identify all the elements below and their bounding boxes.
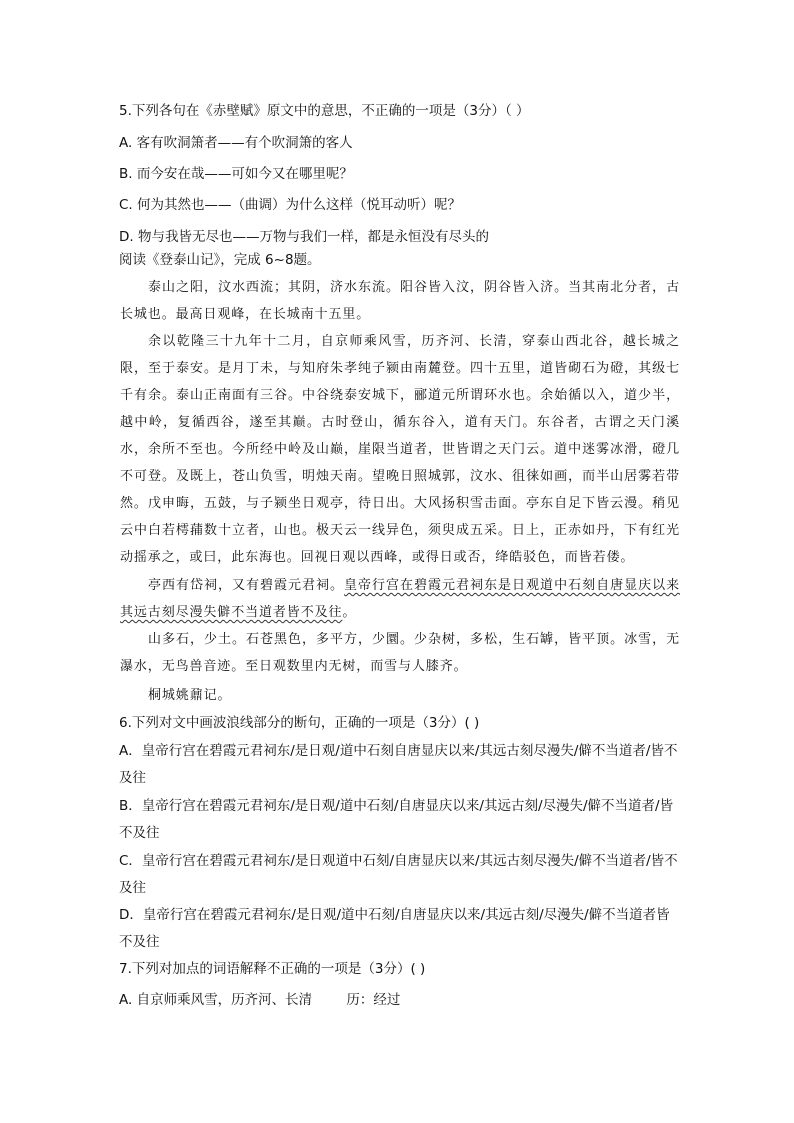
q5-option-b: B. 而今安在哉——可如今又在哪里呢？ (119, 166, 353, 182)
q6-option-b: B．皇帝行宫在碧霞元君祠东/是日观/道中石刻/自唐显庆以来/其远古刻/尽漫失/僻不当道者/皆不及往 (119, 798, 674, 841)
q6-option-a: A．皇帝行宫在碧霞元君祠东/是日观/道中石刻自唐显庆以来/其远古刻尽漫失/僻不当道者/皆不及往 (119, 743, 678, 786)
passage-paragraph-3: 戊申晦，五鼓，与子颍坐日观亭，待日出。大风扬积雪击面。亭东自足下皆云漫。稍见云中白若樗蒱数十立者，山也。极天云一线异色，须臾成五采。日上，正赤如丹，下有红光动摇承之，或曰，此东海也。回视日观以西峰，或得日或否，绛皓驳色，而皆若偻。 (120, 496, 680, 565)
passage-signature: 桐城姚鼐记。 (148, 688, 232, 703)
passage-paragraph-2: 余以乾隆三十九年十二月，自京师乘风雪，历齐河、长清，穿泰山西北谷，越长城之限，至于泰安。是月丁未，与知府朱孝纯子颍由南麓登。四十五里，道皆砌石为磴，其级七千有余。泰山正南面有三谷。中谷绕泰安城下，郦道元所谓环水也。余始循以入，道少半，越中岭，复循西谷，遂至其巅。古时登山，循东谷入，道有天门。东谷者，古谓之天门溪水，余所不至也。今所经中岭及山巅，崖限当道者，世皆谓之天门云。道中迷雾冰滑，磴几不可登。及既上，苍山负雪，明烛天南。望晚日照城郭，汶水、徂徕如画，而半山居雾若带然。 (120, 334, 680, 511)
q5-option-d: D. 物与我皆无尽也——万物与我们一样，都是永恒没有尽头的 (119, 229, 489, 245)
wavy-underlined-sentence: 皇帝行宫在碧霞元君祠东是日观道中石刻自唐显庆以来其远古刻尽漫失僻不当道者皆不及往 (120, 578, 680, 620)
q6-option-d: D．皇帝行宫在碧霞元君祠东/是日观/道中石刻/自唐显庆以来/其远古刻/尽漫失/僻不当道者皆不及往 (119, 907, 670, 950)
q5-option-c: C. 何为其然也——（曲调）为什么这样（悦耳动听）呢？ (119, 197, 462, 213)
passage-paragraph-5: 山多石，少土。石苍黑色，多平方，少圜。少杂树，多松，生石罅，皆平顶。冰雪，无瀑水，无鸟兽音迹。至日观数里内无树，而雪与人膝齐。 (120, 632, 680, 674)
q5-stem: 5.下列各句在《赤壁赋》原文中的意思，不正确的一项是（3分）（ ） (119, 103, 530, 119)
paragraph-4-lead: 亭西有岱祠，又有碧霞元君祠。 (148, 578, 345, 593)
q5-option-a: A. 客有吹洞箫者——有个吹洞箫的客人 (119, 135, 353, 151)
passage-paragraph-1: 泰山之阳，汶水西流；其阴，济水东流。阳谷皆入汶，阴谷皆入济。当其南北分者，古长城也。最高日观峰，在长城南十五里。 (120, 280, 680, 322)
q6-stem: 6.下列对文中画波浪线部分的断句，正确的一项是（3分）( ) (119, 715, 480, 731)
paragraph-4-end: 。 (342, 605, 357, 620)
passage-paragraph-4 (120, 572, 680, 626)
q7-option-a: A. 自京师乘风雪，历齐河、长清 历：经过 (119, 992, 401, 1008)
q6-option-c: C．皇帝行宫在碧霞元君祠东/是日观道中石刻/自唐显庆以来/其远古刻尽漫失/僻不当道者/皆不及往 (119, 853, 678, 896)
reading-intro: 阅读《登泰山记》，完成 6~8题。 (119, 252, 321, 268)
q7-stem: 7.下列对加点的词语解释不正确的一项是（3分）( ) (119, 961, 426, 977)
